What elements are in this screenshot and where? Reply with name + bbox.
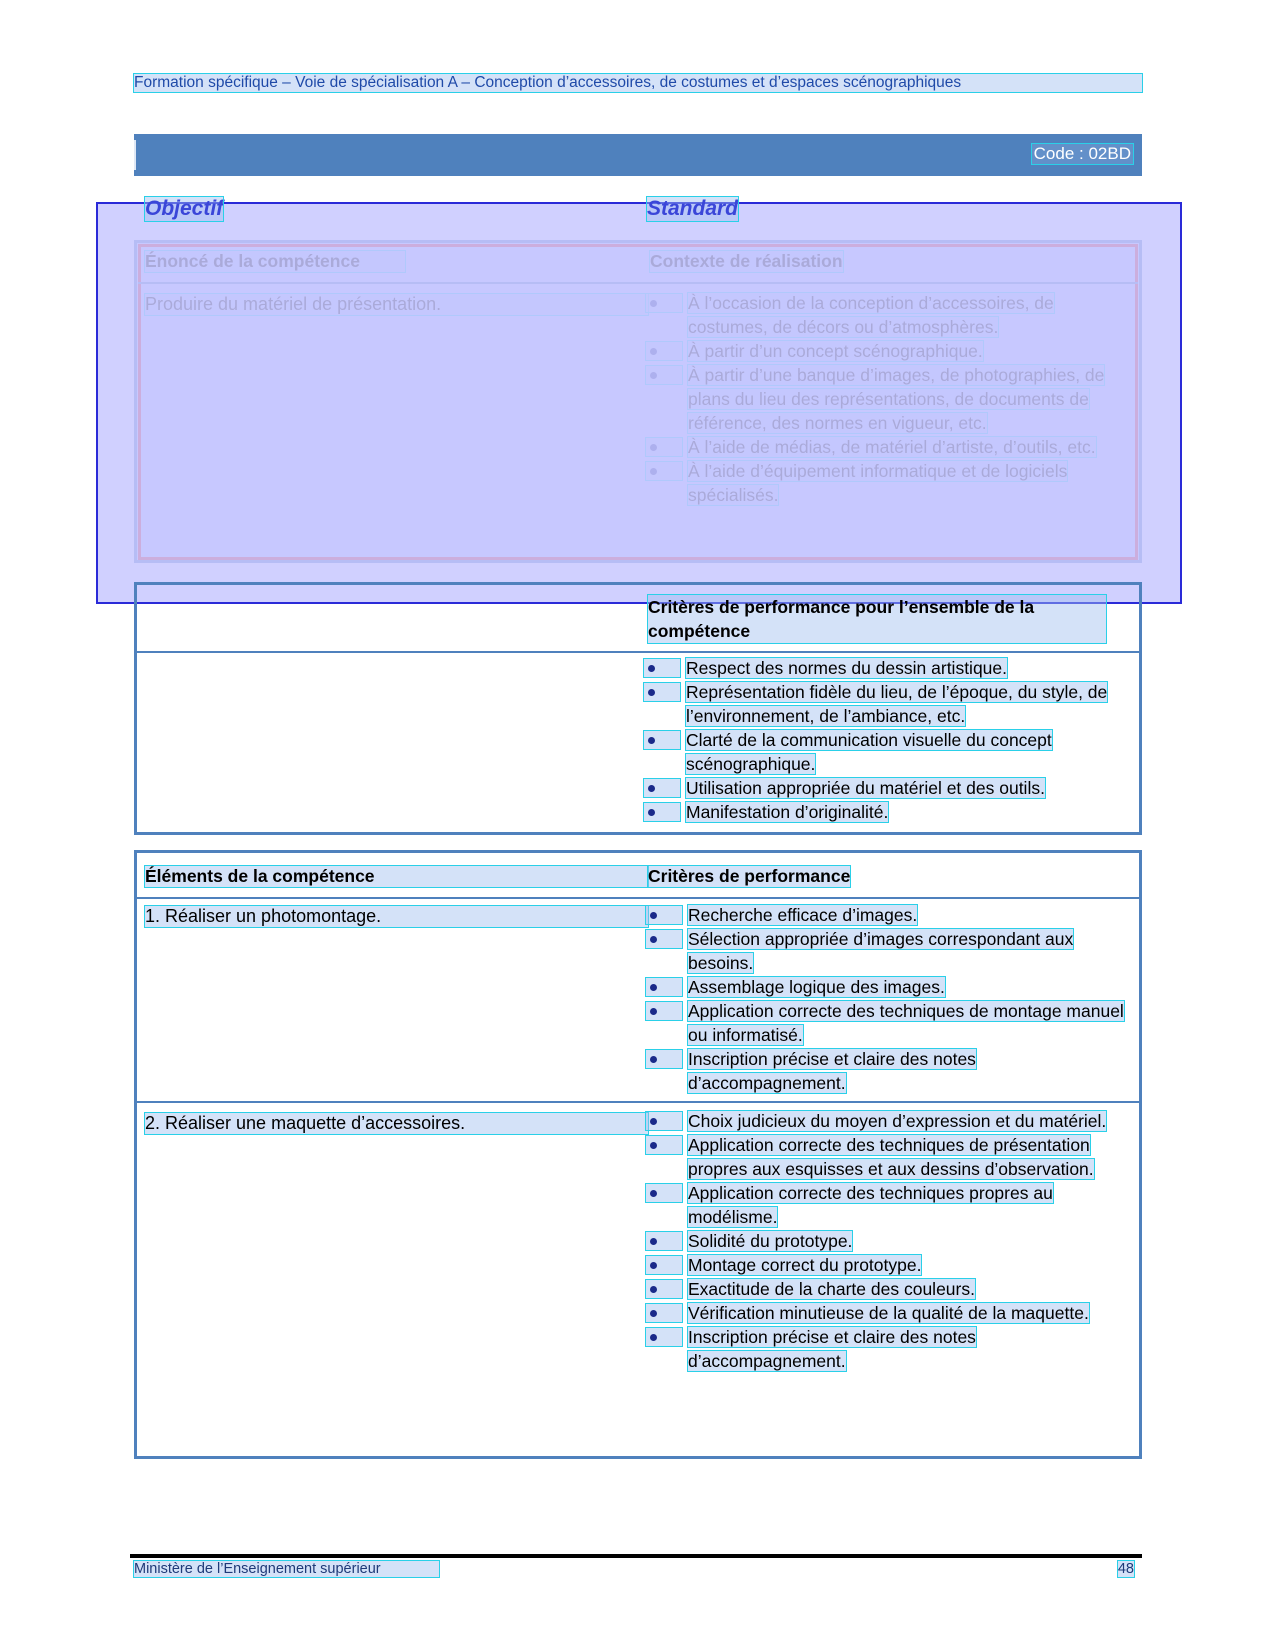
bullet-dot-icon — [648, 689, 655, 696]
bullet-marker — [646, 930, 682, 948]
bullet-text: Choix judicieux du moyen d’expression et du matériel. — [688, 1111, 1107, 1131]
bullet-dot-icon — [650, 1310, 657, 1317]
bullet-item — [650, 1301, 1130, 1325]
bullet-dot-icon — [650, 1008, 657, 1015]
bullet-marker — [646, 1256, 682, 1274]
bullet-marker — [644, 779, 680, 797]
bullet-item — [650, 1109, 1130, 1133]
bullet-item — [650, 1133, 1130, 1181]
criteria-header: Critères de performance — [648, 866, 851, 886]
page-number: 48 — [1117, 1561, 1134, 1577]
code-label: Code : 02BD — [1033, 144, 1131, 163]
bullet-dot-icon — [650, 1286, 657, 1293]
bullet-marker — [646, 1136, 682, 1154]
bullet-dot-icon — [650, 1118, 657, 1125]
bullet-marker — [646, 1304, 682, 1322]
bullet-item — [650, 903, 1130, 927]
bullet-dot-icon — [648, 785, 655, 792]
bullet-text: Exactitude de la charte des couleurs. — [688, 1279, 975, 1299]
bullet-item — [648, 680, 1128, 728]
bullet-dot-icon — [650, 912, 657, 919]
bullet-marker — [646, 978, 682, 996]
bullet-marker — [646, 1112, 682, 1130]
bullet-dot-icon — [650, 1262, 657, 1269]
footer-rule — [130, 1554, 1142, 1558]
bullet-marker — [646, 1328, 682, 1346]
overall-criteria-rule — [137, 651, 1139, 653]
footer-ministry: Ministère de l’Enseignement supérieur — [134, 1561, 439, 1577]
bullet-marker — [646, 1002, 682, 1020]
bullet-text: Assemblage logique des images. — [688, 977, 945, 997]
running-header: Formation spécifique – Voie de spécialisation A – Conception d’accessoires, de costumes et d’espaces scénographiques — [134, 74, 1142, 92]
bullet-item — [650, 1325, 1130, 1373]
elements-header-rule — [137, 897, 1139, 899]
bullet-text: Utilisation appropriée du matériel et des outils. — [686, 778, 1045, 798]
bullet-text: Sélection appropriée d’images correspondant aux besoins. — [688, 929, 1074, 973]
bullet-dot-icon — [650, 984, 657, 991]
bullet-dot-icon — [648, 665, 655, 672]
bullet-item — [650, 975, 1130, 999]
objective-title: Objectif — [145, 197, 224, 220]
bullet-item — [650, 1229, 1130, 1253]
bullet-text: Inscription précise et claire des notes d’accompagnement. — [688, 1327, 976, 1371]
bullet-text: Solidité du prototype. — [688, 1231, 853, 1251]
element-1: 1. Réaliser un photomontage. — [145, 906, 648, 927]
bullet-item — [648, 656, 1128, 680]
bullet-dot-icon — [648, 809, 655, 816]
bullet-item — [648, 776, 1128, 800]
bullet-dot-icon — [650, 1238, 657, 1245]
bullet-text: Clarté de la communication visuelle du concept scénographique. — [686, 730, 1052, 774]
bullet-dot-icon — [650, 1190, 657, 1197]
bullet-marker — [646, 1184, 682, 1202]
bullet-item — [648, 728, 1128, 776]
selection-overlay — [96, 202, 1182, 604]
bullet-text: Manifestation d’originalité. — [686, 802, 889, 822]
elements-header: Éléments de la compétence — [145, 866, 648, 887]
element-1-criteria — [650, 903, 1130, 1095]
bullet-text: Application correcte des techniques de montage manuel ou informatisé. — [688, 1001, 1124, 1045]
bullet-text: Application correcte des techniques de présentation propres aux esquisses et aux dessins d’observation. — [688, 1135, 1094, 1179]
bullet-text: Respect des normes du dessin artistique. — [686, 658, 1007, 678]
bullet-item — [650, 1047, 1130, 1095]
standard-title: Standard — [647, 197, 739, 220]
bullet-text: Vérification minutieuse de la qualité de la maquette. — [688, 1303, 1089, 1323]
bullet-text: Inscription précise et claire des notes d’accompagnement. — [688, 1049, 976, 1093]
code-band — [134, 134, 1142, 176]
bullet-marker — [646, 1232, 682, 1250]
bullet-marker — [646, 1280, 682, 1298]
bullet-item — [648, 800, 1128, 824]
element-2: 2. Réaliser une maquette d’accessoires. — [145, 1113, 648, 1134]
bullet-marker — [646, 906, 682, 924]
bullet-dot-icon — [650, 1334, 657, 1341]
element-2-criteria — [650, 1109, 1130, 1373]
bullet-item — [650, 999, 1130, 1047]
bullet-text: Représentation fidèle du lieu, de l’époque, du style, de l’environnement, de l’ambiance, etc. — [686, 682, 1108, 726]
bullet-text: Application correcte des techniques propres au modélisme. — [688, 1183, 1053, 1227]
bullet-item — [650, 1277, 1130, 1301]
bullet-text: Recherche efficace d’images. — [688, 905, 918, 925]
bullet-marker — [646, 1050, 682, 1068]
bullet-marker — [644, 683, 680, 701]
bullet-text: Montage correct du prototype. — [688, 1255, 922, 1275]
overall-criteria-list — [648, 656, 1128, 824]
bullet-item — [650, 1253, 1130, 1277]
bullet-marker — [644, 659, 680, 677]
code-band-divider — [134, 140, 136, 170]
bullet-item — [650, 927, 1130, 975]
bullet-dot-icon — [648, 737, 655, 744]
elements-row-rule — [137, 1101, 1139, 1103]
bullet-marker — [644, 803, 680, 821]
bullet-dot-icon — [650, 936, 657, 943]
overall-criteria-header: Critères de performance pour l’ensemble de la compétence — [648, 595, 1106, 643]
bullet-marker — [644, 731, 680, 749]
bullet-item — [650, 1181, 1130, 1229]
bullet-dot-icon — [650, 1142, 657, 1149]
bullet-dot-icon — [650, 1056, 657, 1063]
